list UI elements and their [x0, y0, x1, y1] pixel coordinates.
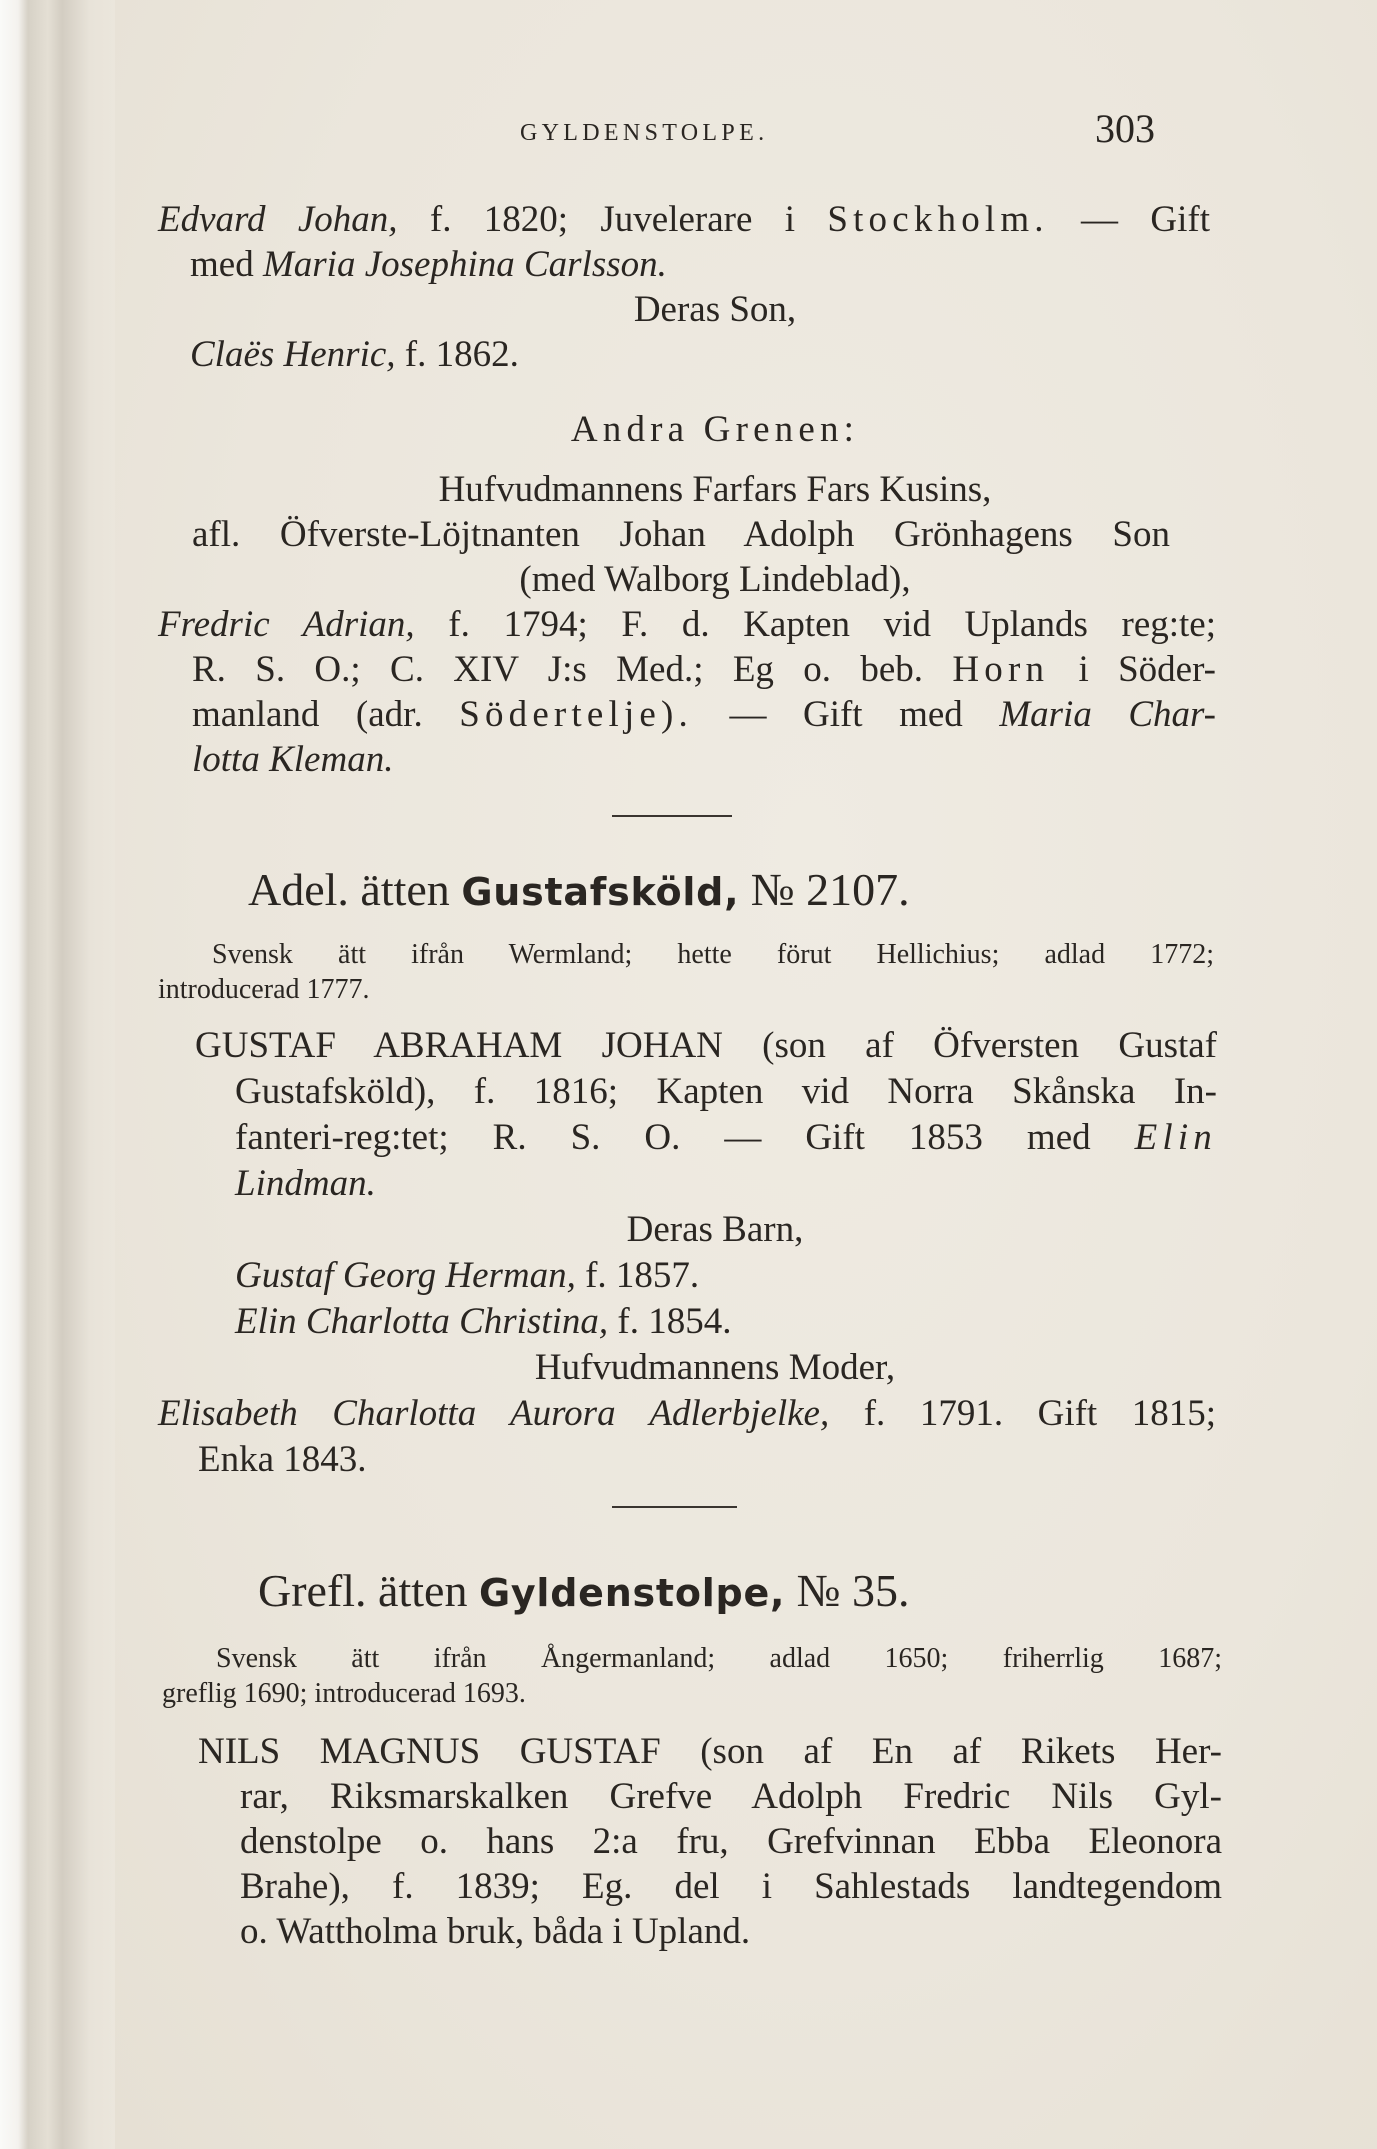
person-name: Elisabeth Charlotta Aurora Adlerbjelke, [158, 1393, 830, 1434]
page-number: 303 [1095, 106, 1155, 151]
spouse-name: Elin [1134, 1117, 1217, 1158]
subheading: Hufvudmannens Farfars Fars Kusins, [438, 469, 992, 510]
entry-line: Gustafsköld), f. 1816; Kapten vid Norra Skånska In- [235, 1071, 1217, 1112]
entry-line: Enka 1843. [198, 1439, 367, 1480]
entry-line [190, 333, 519, 377]
subheading: Hufvudmannens Moder, [534, 1347, 896, 1388]
entry-line [190, 243, 667, 287]
running-title: GYLDENSTOLPE. [520, 120, 769, 146]
place-name: Södertelje). [459, 694, 693, 735]
family-name: Gustafsköld, [461, 870, 740, 914]
entry-line [192, 648, 1216, 692]
family-heading [248, 862, 910, 920]
entry-text: f. 1854. [608, 1301, 732, 1342]
person-name: Gustaf Georg Herman, [235, 1255, 576, 1296]
person-name: Edvard Johan, [158, 199, 398, 240]
place-name: Horn [952, 649, 1050, 690]
entry-text: f. 1857. [575, 1255, 700, 1296]
entry-line [192, 693, 1216, 737]
entry-line [192, 738, 393, 782]
family-number: № 35. [785, 1565, 910, 1616]
person-name: Fredric Adrian, [158, 604, 415, 645]
entry-line: Brahe), f. 1839; Eg. del i Sahlestads landtegendom [240, 1866, 1222, 1907]
entry-line [235, 1116, 1217, 1160]
section-divider [612, 815, 732, 817]
book-spine-gutter [0, 0, 115, 2149]
entry-line [235, 1162, 376, 1206]
person-name: Elin Charlotta Christina, [235, 1301, 609, 1342]
entry-text: fanteri-reg:tet; R. S. O. — Gift 1853 med [235, 1117, 1135, 1158]
entry-line [235, 1254, 699, 1298]
entry-line [158, 198, 1210, 242]
entry-text: f. 1794; F. d. Kapten vid Uplands reg:te; [414, 604, 1217, 645]
entry-line: NILS MAGNUS GUSTAF (son af En af Rikets Her- [198, 1731, 1222, 1772]
subheading: (med Walborg Lindeblad), [519, 559, 911, 600]
subheading: Deras Son, [633, 289, 797, 330]
spouse-name: Maria Char- [999, 694, 1216, 735]
spouse-name: lotta Kleman. [192, 739, 394, 780]
entry-text: R. S. O.; C. XIV J:s Med.; Eg o. beb. [192, 649, 953, 690]
entry-line: o. Wattholma bruk, båda i Upland. [240, 1911, 751, 1952]
family-description: greflig 1690; introducerad 1693. [162, 1678, 526, 1709]
spouse-name: Lindman. [235, 1163, 376, 1204]
entry-line [235, 1300, 731, 1344]
entry-line: rar, Riksmarskalken Grefve Adolph Fredric Nils Gyl- [240, 1776, 1222, 1817]
family-rank: Grefl. ätten [258, 1565, 479, 1616]
family-rank: Adel. ätten [248, 864, 462, 915]
entry-text: f. 1791. Gift 1815; [829, 1393, 1217, 1434]
entry-text: f. 1862. [395, 334, 519, 375]
entry-text: — Gift [1048, 199, 1210, 240]
family-description: Svensk ätt ifrån Wermland; hette förut Hellichius; adlad 1772; [212, 939, 1214, 970]
section-divider [612, 1506, 737, 1508]
subheading: Deras Barn, [626, 1209, 804, 1250]
family-description: Svensk ätt ifrån Ångermanland; adlad 1650; friherrlig 1687; [216, 1643, 1222, 1674]
entry-line [158, 603, 1216, 647]
entry-text: manland (adr. [192, 694, 460, 735]
spouse-name: Maria Josephina Carlsson. [262, 244, 667, 285]
family-description: introducerad 1777. [158, 974, 370, 1005]
family-number: № 2107. [739, 864, 910, 915]
person-name: Claës Henric, [190, 334, 396, 375]
entry-text: — Gift med [692, 694, 1000, 735]
entry-line: denstolpe o. hans 2:a fru, Grefvinnan Ebba Eleonora [240, 1821, 1222, 1862]
entry-line: GUSTAF ABRAHAM JOHAN (son af Öfversten Gustaf [195, 1025, 1217, 1066]
family-name: Gyldenstolpe, [478, 1571, 786, 1615]
branch-heading: Andra Grenen: [570, 409, 860, 450]
entry-text: med [190, 244, 263, 285]
place-name: Stockholm. [827, 199, 1049, 240]
family-heading [258, 1563, 910, 1621]
entry-line [158, 1392, 1216, 1436]
entry-line: afl. Öfverste-Löjtnanten Johan Adolph Grönhagens Son [192, 514, 1170, 555]
entry-text: f. 1820; Juvelerare i [397, 199, 828, 240]
entry-text: i Söder- [1049, 649, 1216, 690]
